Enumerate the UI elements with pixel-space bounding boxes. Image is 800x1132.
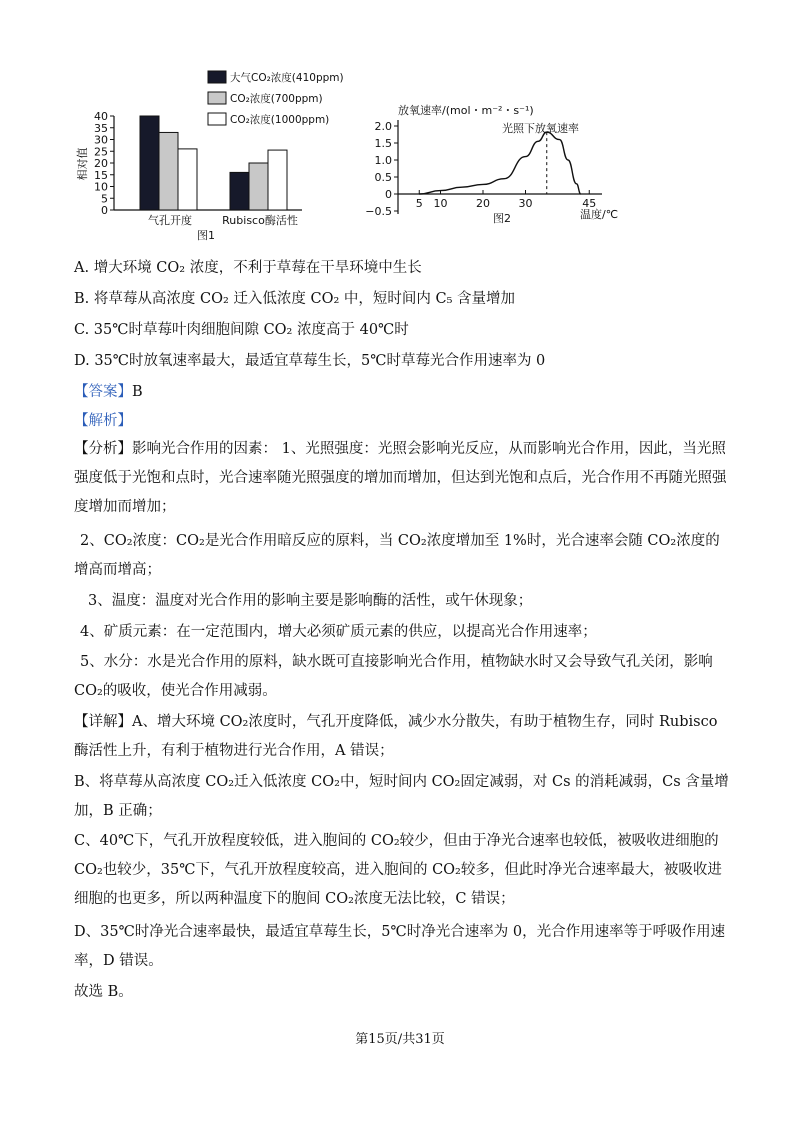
fig1-bar-s2-c0 — [178, 149, 197, 210]
fig2-ytick-label-2: 1.0 — [374, 154, 392, 167]
fig2-ytick-label-3: 0.5 — [374, 171, 392, 184]
figure-2 — [352, 94, 642, 226]
fig2-xtick-label-2: 20 — [476, 197, 490, 210]
fenxi-p5: 5、水分：水是光合作用的原料，缺水既可直接影响光合作用，植物缺水时又会导致气孔关闭，影响 CO₂的吸收，使光合作用减弱。 — [74, 654, 713, 699]
fig1-ytick-label-5: 15 — [94, 168, 108, 182]
fig1-ytick-label-7: 5 — [101, 192, 108, 206]
page-footer: 第15页/共31页 — [355, 1032, 445, 1047]
option-a: A. 增大环境 CO₂ 浓度，不利于草莓在干旱环境中生长 — [74, 260, 422, 276]
fenxi-label: 【分析】 — [74, 441, 132, 457]
fig2-ytick-label-4: 0 — [385, 188, 392, 201]
figure-1 — [70, 64, 370, 244]
fig2-xtick-label-0: 5 — [415, 197, 423, 210]
fig2-ylabel: 放氧速率/(mol・m⁻²・s⁻¹) — [398, 104, 534, 117]
figure-2-chart — [352, 94, 642, 226]
figure-1-chart — [70, 64, 370, 244]
xiangjie-d: D、35℃时净光合速率最快，最适宜草莓生长，5℃时净光合速率为 0，光合作用速率等于呼吸作用速率，D 错误。 — [74, 924, 726, 969]
fig1-ytick-label-1: 35 — [94, 121, 108, 135]
legend-swatch-1000 — [208, 113, 226, 125]
fig1-category-label-0: 气孔开度 — [148, 214, 192, 227]
fig2-ytick-label-1: 1.5 — [374, 137, 392, 150]
fig1-ytick-label-8: 0 — [101, 204, 108, 217]
fig1-ytick-label-2: 30 — [94, 133, 108, 147]
fig2-xtick-label-3: 30 — [518, 197, 533, 210]
fenxi-p1-text: 影响光合作用的因素： 1、光照强度：光照会影响光反应，从而影响光合作用，因此，当光照强度低于光饱和点时，光合速率随光照强度的增加而增加，但达到光饱和点后，光合作用不再随光照强度增加而增加； — [74, 441, 727, 515]
analysis-label: 【解析】 — [74, 413, 132, 429]
fig2-oxygen-curve — [419, 132, 581, 194]
fig1-bar-s2-c1 — [268, 150, 287, 210]
fenxi-p4: 4、矿质元素：在一定范围内，增大必须矿质元素的供应，以提高光合作用速率； — [80, 624, 597, 640]
answer-value: B — [132, 384, 143, 400]
fig1-ytick-label-4: 20 — [94, 157, 108, 170]
fig1-bar-s0-c1 — [230, 172, 249, 210]
fenxi-p3: 3、温度：温度对光合作用的影响主要是影响酶的活性，或午休现象； — [88, 593, 533, 609]
xiangjie-a — [74, 708, 730, 766]
fig2-xtick-label-4: 45 — [582, 197, 597, 210]
fenxi-p1 — [74, 435, 730, 522]
fig1-ytick-label-6: 10 — [94, 180, 108, 194]
answer-label: 【答案】 — [74, 384, 132, 400]
fig1-caption: 图1 — [197, 229, 215, 242]
legend-swatch-700 — [208, 92, 226, 104]
fig2-curve-label: 光照下放氧速率 — [502, 122, 579, 135]
fig2-caption: 图2 — [493, 212, 511, 225]
fig1-bar-s0-c0 — [140, 116, 159, 210]
fig1-ylabel: 相对值 — [76, 147, 89, 181]
xiangjie-c: C、40℃下，气孔开放程度较低，进入胞间的 CO₂较少，但由于净光合速率也较低，被吸收进细胞的 CO₂也较少，35℃下，气孔开放程度较高，进入胞间的 CO₂较多，但此时净光合速率最大，被吸收进细胞的也更多，所以两种温度下的胞间 CO₂浓度无法比较，C 错误； — [74, 833, 722, 907]
option-b: B. 将草莓从高浓度 CO₂ 迁入低浓度 CO₂ 中，短时间内 C₅ 含量增加 — [74, 291, 516, 307]
xiangjie-label: 【详解】 — [74, 714, 132, 730]
fig1-bar-s1-c0 — [159, 132, 178, 210]
xiangjie-b: B、将草莓从高浓度 CO₂迁入低浓度 CO₂中，短时间内 CO₂固定减弱，对 Cs 的消耗减弱，Cs 含量增加，B 正确； — [74, 774, 729, 819]
legend-swatch-410 — [208, 71, 226, 83]
legend-label-1000: CO₂浓度(1000ppm) — [230, 114, 330, 126]
fig2-xlabel: 温度/℃ — [580, 208, 619, 221]
conclusion: 故选 B。 — [74, 984, 133, 1000]
xiangjie-a-text: A、增大环境 CO₂浓度时，气孔开度降低，减少水分散失，有助于植物生存，同时 Rubisco 酶活性上升，有利于植物进行光合作用，A 错误； — [74, 714, 718, 759]
fig1-ytick-label-0: 40 — [94, 110, 108, 123]
fig2-xtick-label-1: 10 — [433, 197, 448, 210]
fenxi-p2: 2、CO₂浓度：CO₂是光合作用暗反应的原料，当 CO₂浓度增加至 1%时，光合速率会随 CO₂浓度的增高而增高； — [74, 533, 720, 578]
option-c: C. 35℃时草莓叶肉细胞间隙 CO₂ 浓度高于 40℃时 — [74, 322, 409, 338]
answer-line — [74, 378, 730, 407]
fig1-bar-s1-c1 — [249, 163, 268, 210]
legend-label-700: CO₂浓度(700ppm) — [230, 93, 323, 105]
fig1-ytick-label-3: 25 — [94, 145, 108, 159]
legend-label-410: 大气CO₂浓度(410ppm) — [230, 72, 344, 84]
fig1-category-label-1: Rubisco酶活性 — [222, 214, 298, 227]
fig2-ytick-label-0: 2.0 — [374, 120, 392, 133]
option-d: D. 35℃时放氧速率最大，最适宜草莓生长，5℃时草莓光合作用速率为 0 — [74, 353, 546, 369]
fig2-ytick-label-5: −0.5 — [365, 205, 392, 218]
